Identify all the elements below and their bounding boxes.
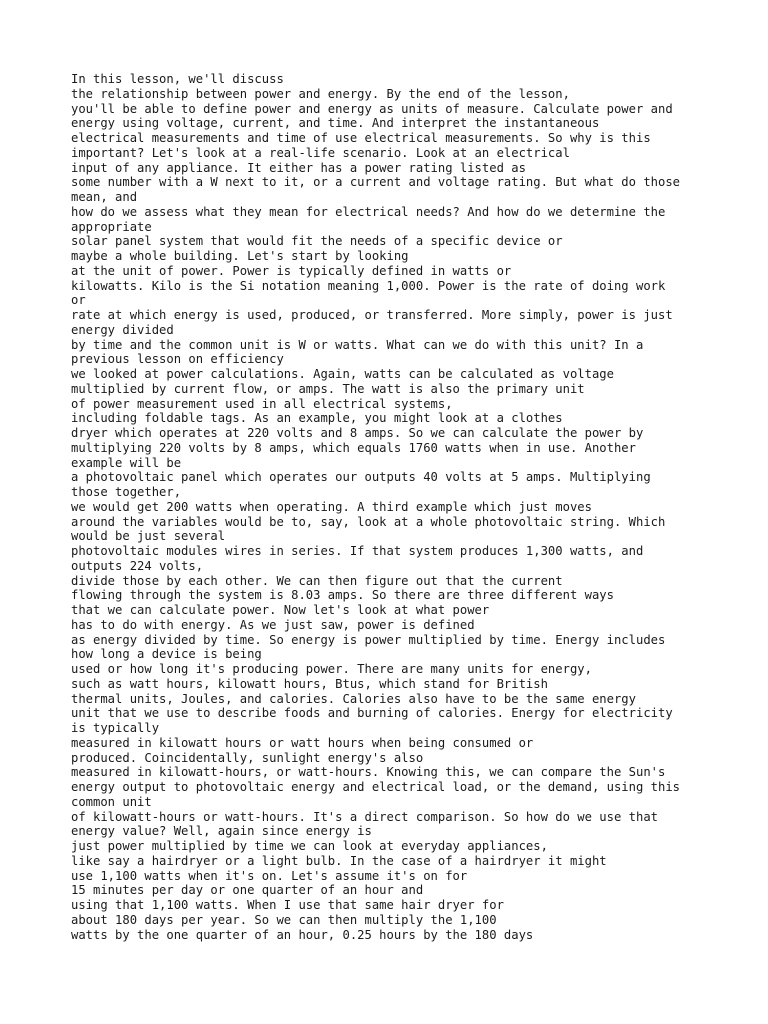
transcript-line: by time and the common unit is W or watts. What can we do with this unit? In a	[71, 337, 644, 352]
transcript-line: as energy divided by time. So energy is power multiplied by time. Energy includes	[71, 632, 666, 647]
transcript-line: kilowatts. Kilo is the Si notation meaning 1,000. Power is the rate of doing work	[71, 278, 666, 293]
transcript-line: has to do with energy. As we just saw, power is defined	[71, 617, 475, 632]
transcript-line: including foldable tags. As an example, you might look at a clothes	[71, 411, 563, 426]
transcript-line: we looked at power calculations. Again, watts can be calculated as voltage	[71, 367, 614, 381]
transcript-line: like say a hairdryer or a light bulb. In the case of a hairdryer it might	[71, 853, 607, 868]
transcript-line: of kilowatt-hours or watt-hours. It's a direct comparison. So how do we use that	[71, 809, 658, 824]
transcript-line: In this lesson, we'll discuss	[71, 72, 284, 86]
transcript-line: those together,	[71, 485, 182, 499]
transcript-line: important? Let's look at a real-life scenario. Look at an electrical	[71, 145, 570, 160]
transcript-line: outputs 224 volts,	[71, 558, 204, 573]
transcript-line: how do we assess what they mean for electrical needs? And how do we determine the	[71, 204, 666, 219]
transcript-line: dryer which operates at 220 volts and 8 amps. So we can calculate the power by	[71, 426, 644, 440]
transcript-line: energy divided	[71, 322, 174, 337]
transcript-line: measured in kilowatt-hours, or watt-hours. Knowing this, we can compare the Sun's	[71, 765, 666, 780]
transcript-line: produced. Coincidentally, sunlight energy's also	[71, 750, 424, 765]
transcript-line: energy output to photovoltaic energy and electrical load, or the demand, using this	[71, 780, 681, 794]
transcript-line: maybe a whole building. Let's start by looking	[71, 249, 409, 263]
transcript-line: that we can calculate power. Now let's look at what power	[71, 603, 490, 617]
transcript-line: multiplied by current flow, or amps. The watt is also the primary unit	[71, 381, 585, 396]
transcript-line: photovoltaic modules wires in series. If that system produces 1,300 watts, and	[71, 544, 644, 558]
transcript-line: measured in kilowatt hours or watt hours when being consumed or	[71, 735, 534, 750]
transcript-line: how long a device is being	[71, 647, 262, 662]
transcript-line: the relationship between power and energy. By the end of the lesson,	[71, 86, 570, 101]
transcript-line: watts by the one quarter of an hour, 0.25 hours by the 180 days	[71, 927, 534, 942]
transcript-line: just power multiplied by time we can look at everyday appliances,	[71, 839, 548, 853]
transcript-line: unit that we use to describe foods and burning of calories. Energy for electricity	[71, 706, 673, 721]
transcript-line: would be just several	[71, 529, 226, 544]
transcript-line: rate at which energy is used, produced, or transferred. More simply, power is just	[71, 308, 673, 322]
transcript-line: 15 minutes per day or one quarter of an hour and	[71, 883, 424, 898]
transcript-line: energy using voltage, current, and time. And interpret the instantaneous	[71, 116, 600, 131]
transcript-line: some number with a W next to it, or a current and voltage rating. But what do those	[71, 175, 681, 190]
transcript-line: solar panel system that would fit the needs of a specific device or	[71, 234, 563, 249]
transcript-line: is typically	[71, 721, 160, 735]
transcript-line: common unit	[71, 794, 152, 809]
transcript-line: multiplying 220 volts by 8 amps, which equals 1760 watts when in use. Another	[71, 440, 636, 455]
transcript-line: mean, and	[71, 190, 138, 204]
transcript-line: previous lesson on efficiency	[71, 352, 284, 367]
transcript-line: example will be	[71, 455, 182, 470]
transcript-line: or	[71, 293, 86, 308]
transcript-line: input of any appliance. It either has a power rating listed as	[71, 160, 526, 175]
transcript-line: electrical measurements and time of use electrical measurements. So why is this	[71, 131, 651, 145]
transcript-line: appropriate	[71, 219, 152, 234]
transcript-line: flowing through the system is 8.03 amps. So there are three different ways	[71, 588, 614, 603]
transcript-line: use 1,100 watts when it's on. Let's assume it's on for	[71, 868, 468, 883]
transcript-line: such as watt hours, kilowatt hours, Btus, which stand for British	[71, 676, 548, 691]
transcript-line: used or how long it's producing power. There are many units for energy,	[71, 662, 592, 676]
transcript-line: around the variables would be to, say, look at a whole photovoltaic string. Which	[71, 514, 666, 529]
transcript-line: about 180 days per year. So we can then multiply the 1,100	[71, 912, 497, 927]
transcript-line: a photovoltaic panel which operates our outputs 40 volts at 5 amps. Multiplying	[71, 470, 651, 485]
transcript-line: using that 1,100 watts. When I use that same hair dryer for	[71, 898, 504, 912]
transcript-line: energy value? Well, again since energy is	[71, 824, 372, 839]
transcript-line: you'll be able to define power and energy as units of measure. Calculate power and	[71, 101, 673, 116]
transcript-line: divide those by each other. We can then figure out that the current	[71, 573, 563, 588]
transcript-page	[71, 72, 701, 942]
transcript-line: of power measurement used in all electrical systems,	[71, 396, 453, 411]
transcript-line: we would get 200 watts when operating. A third example which just moves	[71, 499, 592, 514]
transcript-line: at the unit of power. Power is typically defined in watts or	[71, 263, 512, 278]
transcript-line: thermal units, Joules, and calories. Calories also have to be the same energy	[71, 691, 636, 706]
